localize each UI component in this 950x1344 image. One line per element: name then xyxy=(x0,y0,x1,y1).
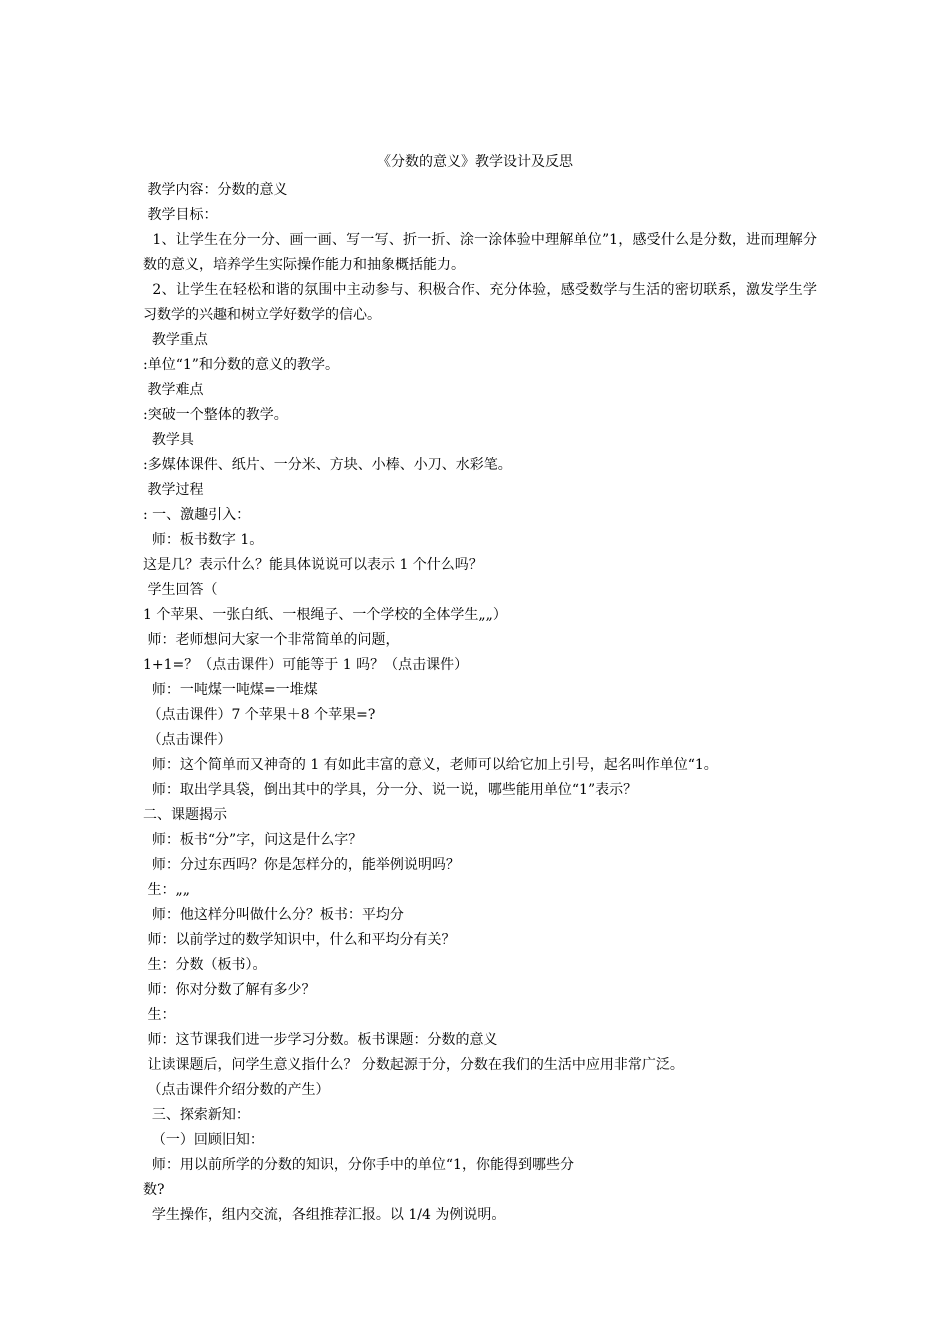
text-line: 学生回答（ xyxy=(143,582,218,598)
text-line: （点击课件介绍分数的产生） xyxy=(143,1082,330,1098)
text-line: 师：用以前所学的分数的知识，分你手中的单位“1，你能得到哪些分 xyxy=(143,1157,574,1173)
text-line: 教学目标： xyxy=(143,207,218,223)
text-line: :多媒体课件、纸片、一分米、方块、小棒、小刀、水彩笔。 xyxy=(143,457,512,473)
text-line: （点击课件） xyxy=(143,732,232,748)
text-line: （一）回顾旧知： xyxy=(143,1132,264,1148)
text-line: 让读课题后，问学生意义指什么？ 分数起源于分，分数在我们的生活中应用非常广泛。 xyxy=(143,1057,684,1073)
section-heading: 教学重点 xyxy=(143,332,208,348)
text-line: : 一、激趣引入： xyxy=(143,507,251,523)
text-line: 生： xyxy=(143,1007,176,1023)
text-line: 师：一吨煤一吨煤=一堆煤 xyxy=(143,682,318,698)
text-line: 师：取出学具袋，倒出其中的学具，分一分、说一说，哪些能用单位“1”表示？ xyxy=(143,782,638,798)
section-heading: 二、课题揭示 xyxy=(143,807,227,823)
section-heading: 教学过程 xyxy=(143,482,204,498)
text-line: 1 个苹果、一张白纸、一根绳子、一个学校的全体学生„„） xyxy=(143,607,507,623)
text-line: 1+1=？（点击课件）可能等于 1 吗？（点击课件） xyxy=(143,657,469,673)
text-line: （点击课件）7 个苹果＋8 个苹果=? xyxy=(143,707,376,723)
text-line: :单位“1”和分数的意义的教学。 xyxy=(143,357,339,373)
text-line: 师：这节课我们进一步学习分数。板书课题：分数的意义 xyxy=(143,1032,498,1048)
text-line: 师：他这样分叫做什么分？板书：平均分 xyxy=(143,907,404,923)
section-heading: 教学具 xyxy=(143,432,194,448)
section-heading: 三、探索新知： xyxy=(143,1107,250,1123)
document-body xyxy=(143,178,817,1228)
text-line: 教学内容：分数的意义 xyxy=(143,182,288,198)
text-line: 生：分数（板书）。 xyxy=(143,957,267,973)
text-line: 师：你对分数了解有多少？ xyxy=(143,982,316,998)
text-line: 师：这个简单而又神奇的 1 有如此丰富的意义，老师可以给它加上引号，起名叫作单位“1。 xyxy=(143,757,718,773)
text-line: 这是几？表示什么？能具体说说可以表示 1 个什么吗？ xyxy=(143,557,483,573)
objective-paragraph-1: 1、让学生在分一分、画一画、写一写、折一折、涂一涂体验中理解单位”1，感受什么是分数，进而理解分数的意义，培养学生实际操作能力和抽象概括能力。 xyxy=(143,232,817,273)
objective-paragraph-2: 2、让学生在轻松和谐的氛围中主动参与、积极合作、充分体验，感受数学与生活的密切联系，激发学生学习数学的兴趣和树立学好数学的信心。 xyxy=(143,282,818,323)
text-line: 师：板书数字 1。 xyxy=(143,532,264,548)
document-title: 《分数的意义》教学设计及反思 xyxy=(377,154,573,170)
text-line: 数? xyxy=(143,1182,165,1198)
text-line: 师：板书“分”字，问这是什么字？ xyxy=(143,832,363,848)
text-line: 师：老师想问大家一个非常简单的问题， xyxy=(143,632,400,648)
text-line: 生：„„ xyxy=(143,882,190,898)
text-line: :突破一个整体的教学。 xyxy=(143,407,288,423)
text-line: 师：分过东西吗？你是怎样分的，能举例说明吗？ xyxy=(143,857,460,873)
section-heading: 教学难点 xyxy=(143,382,204,398)
text-line: 学生操作，组内交流，各组推荐汇报。以 1/4 为例说明。 xyxy=(143,1207,506,1223)
text-line: 师：以前学过的数学知识中，什么和平均分有关？ xyxy=(143,932,456,948)
